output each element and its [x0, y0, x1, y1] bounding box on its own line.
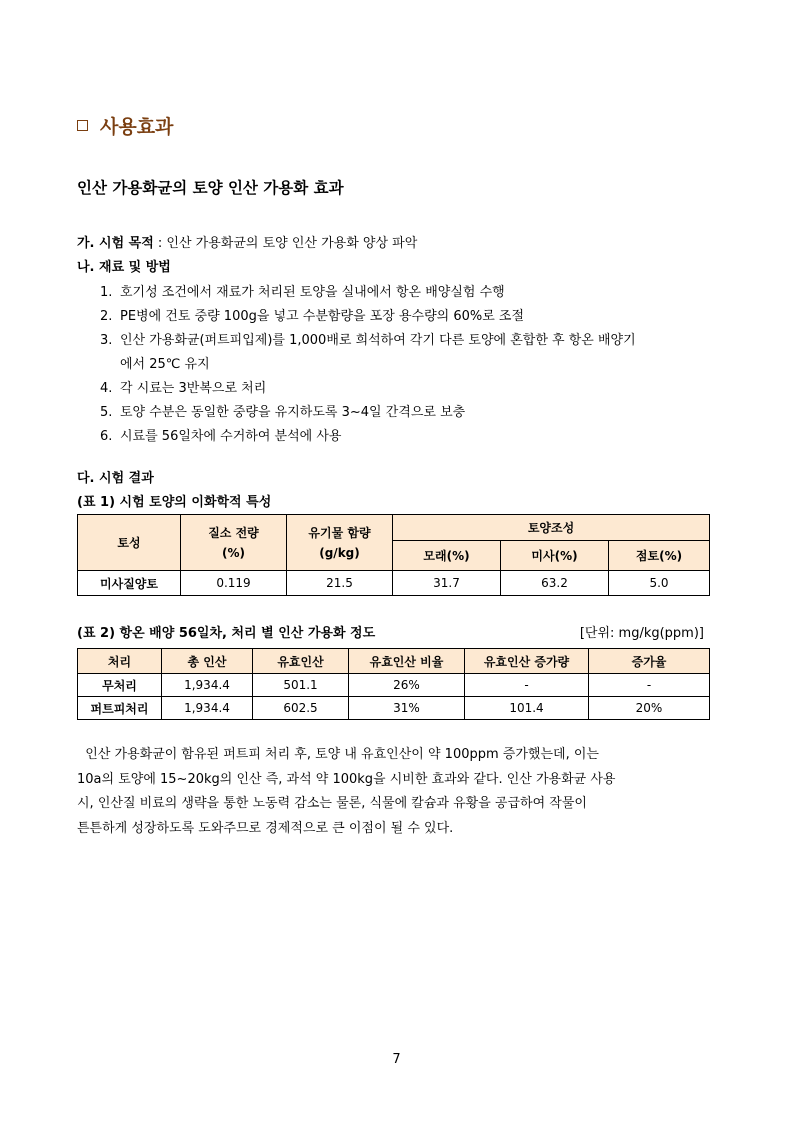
table2-cell: 1,934.4	[162, 674, 253, 697]
table2-header-ratio: 유효인산 비율	[349, 649, 465, 674]
result-paragraph	[77, 743, 717, 841]
section-title: 사용효과	[100, 116, 174, 138]
table2-cell: 501.1	[253, 674, 349, 697]
table1-header-clay: 점토(%)	[609, 541, 710, 571]
purpose-label: 가. 시험 목적	[77, 236, 154, 251]
method-item-1: 1. 호기성 조건에서 재료가 처리된 토양을 실내에서 항온 배양실험 수행	[100, 285, 505, 300]
table1	[77, 514, 710, 596]
table2-cell: 602.5	[253, 697, 349, 720]
table2-header-rate: 증가율	[589, 649, 710, 674]
table2-cell: 20%	[589, 697, 710, 720]
table2-cell: 31%	[349, 697, 465, 720]
table2-cell: 1,934.4	[162, 697, 253, 720]
table-row	[78, 571, 710, 596]
table1-header-organic: 유기물 함량 (g/kg)	[287, 515, 393, 571]
method-item-4: 4. 각 시료는 3반복으로 처리	[100, 381, 267, 396]
table1-cell-soil: 미사질양토	[78, 571, 181, 596]
paragraph-line: 인산 가용화균이 함유된 퍼트피 처리 후, 토양 내 유효인산이 약 100ppm 증가했는데, 이는	[77, 747, 599, 762]
table2-cell: -	[589, 674, 710, 697]
methods-label: 나. 재료 및 방법	[77, 260, 171, 275]
table1-cell-nitrogen: 0.119	[181, 571, 287, 596]
method-item-2: 2. PE병에 건토 중량 100g을 넣고 수분함량을 포장 용수량의 60%로 조절	[100, 309, 525, 324]
table1-caption: (표 1) 시험 토양의 이화학적 특성	[77, 495, 272, 510]
table1-cell-organic: 21.5	[287, 571, 393, 596]
method-item-3: 3. 인산 가용화균(퍼트피입제)를 1,000배로 희석하여 각기 다른 토양에 혼합한 후 항온 배양기	[100, 333, 636, 348]
table1-header-nitrogen: 질소 전량 (%)	[181, 515, 287, 571]
table1-header-sand: 모래(%)	[393, 541, 501, 571]
method-item-6: 6. 시료를 56일차에 수거하여 분석에 사용	[100, 429, 342, 444]
method-item-3-cont: 에서 25℃ 유지	[120, 357, 210, 372]
table-row	[78, 674, 710, 697]
purpose-text: : 인산 가용화균의 토양 인산 가용화 양상 파악	[153, 236, 418, 251]
table1-header-soil: 토성	[78, 515, 181, 571]
table2	[77, 648, 710, 720]
table2-header-available-p: 유효인산	[253, 649, 349, 674]
section-heading	[77, 112, 173, 139]
paragraph-line: 시, 인산질 비료의 생략을 통한 노동력 감소는 물론, 식물에 칼슘과 유황을 공급하여 작물이	[77, 796, 587, 811]
table-row	[78, 697, 710, 720]
table1-header-composition: 토양조성	[393, 515, 710, 541]
table2-cell: -	[465, 674, 589, 697]
table2-cell: 101.4	[465, 697, 589, 720]
table2-caption: (표 2) 항온 배양 56일차, 처리 별 인산 가용화 정도	[77, 626, 376, 641]
table1-cell-sand: 31.7	[393, 571, 501, 596]
purpose-line	[77, 232, 417, 251]
paragraph-line: 튼튼하게 성장하도록 도와주므로 경제적으로 큰 이점이 될 수 있다.	[77, 820, 454, 836]
method-item-5: 5. 토양 수분은 동일한 중량을 유지하도록 3~4일 간격으로 보충	[100, 405, 466, 420]
table1-header-silt: 미사(%)	[501, 541, 609, 571]
table1-cell-clay: 5.0	[609, 571, 710, 596]
table2-cell: 26%	[349, 674, 465, 697]
table2-header-total-p: 총 인산	[162, 649, 253, 674]
page-number: 7	[392, 1052, 401, 1067]
paragraph-line: 10a의 토양에 15~20kg의 인산 즉, 과석 약 100kg을 시비한 효과와 같다. 인산 가용화균 사용	[77, 771, 616, 787]
checkbox-square-icon	[77, 120, 88, 131]
table2-header-treatment: 처리	[78, 649, 162, 674]
table2-unit: [단위: mg/kg(ppm)]	[579, 626, 704, 641]
table1-cell-silt: 63.2	[501, 571, 609, 596]
table2-cell: 퍼트피처리	[78, 697, 162, 720]
results-label: 다. 시험 결과	[77, 471, 154, 486]
subtitle: 인산 가용화균의 토양 인산 가용화 효과	[77, 179, 344, 197]
table2-header-increase: 유효인산 증가량	[465, 649, 589, 674]
table2-cell: 무처리	[78, 674, 162, 697]
